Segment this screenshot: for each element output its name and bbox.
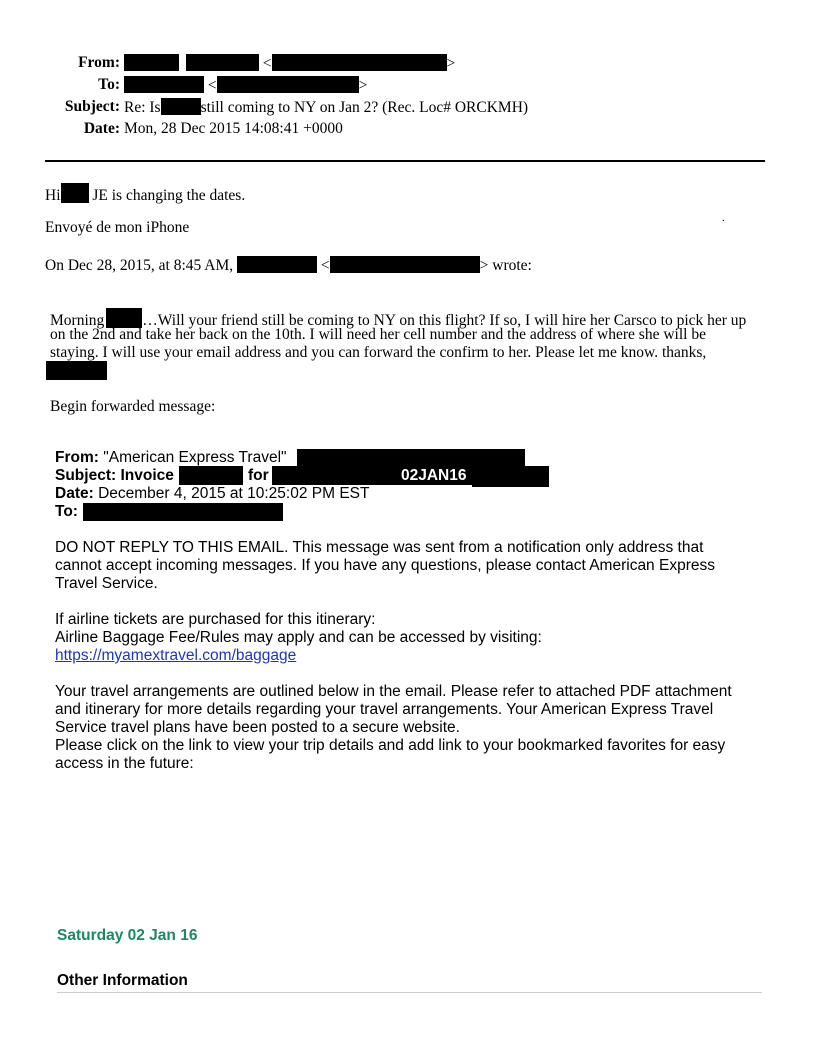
redaction — [330, 256, 480, 273]
to-value: < > — [124, 76, 367, 95]
redaction — [217, 76, 359, 93]
redaction — [61, 183, 89, 203]
redaction — [161, 98, 201, 115]
quoted-line-2: on the 2nd and take her back on the 10th. I will need her cell number and the address of where she will be — [50, 326, 706, 343]
para1-line1: DO NOT REPLY TO THIS EMAIL. This message was sent from a notification only address that — [55, 539, 704, 556]
para2-line1: If airline tickets are purchased for this itinerary: — [55, 611, 376, 628]
from-value: < > — [124, 54, 455, 73]
fwd-from: From: "American Express Travel" — [55, 449, 287, 466]
stray-dot: . — [722, 212, 725, 224]
fwd-subject: Subject: Invoice — [55, 467, 174, 484]
redaction — [46, 361, 107, 380]
redaction — [106, 308, 142, 328]
redaction — [272, 466, 398, 485]
quoted-line-1: Morning …Will your friend still be coming to NY on this flight? If so, I will hire her Carsco to pick her up — [50, 308, 746, 330]
other-information-heading: Other Information — [57, 972, 188, 989]
redaction — [186, 54, 259, 71]
redaction — [237, 256, 317, 273]
to-label: To: — [98, 76, 120, 93]
redaction — [83, 503, 283, 521]
fwd-subject-for: for — [248, 467, 269, 484]
fwd-to-label: To: — [55, 503, 78, 520]
redaction — [124, 76, 204, 93]
header-divider — [45, 160, 765, 162]
subject-value: Re: Is still coming to NY on Jan 2? (Rec. Loc# ORCKMH) — [124, 99, 529, 116]
from-label: From: — [78, 54, 120, 71]
subject-code-box — [397, 466, 473, 485]
section-divider — [57, 992, 762, 993]
itinerary-date-heading: Saturday 02 Jan 16 — [57, 927, 198, 944]
para1-line3: Travel Service. — [55, 575, 158, 592]
reply-greeting: Hi JE is changing the dates. — [45, 183, 245, 205]
redaction — [124, 54, 179, 71]
fwd-subject-code: 02JAN16 — [401, 467, 467, 484]
para3-line5: access in the future: — [55, 755, 194, 772]
redaction — [272, 54, 447, 71]
baggage-link[interactable]: https://myamextravel.com/baggage — [55, 647, 297, 664]
redaction — [472, 466, 549, 487]
para2-line2: Airline Baggage Fee/Rules may apply and can be accessed by visiting: — [55, 629, 542, 646]
quote-intro: On Dec 28, 2015, at 8:45 AM, < > wrote: — [45, 257, 532, 274]
subject-label: Subject: — [64, 98, 120, 115]
para3-line3: Service travel plans have been posted to a secure website. — [55, 719, 460, 736]
para3-line4: Please click on the link to view your trip details and add link to your bookmarked favorites for easy — [55, 737, 726, 754]
quoted-line-3: staying. I will use your email address and you can forward the confirm to her. Please let me know. thanks, — [50, 344, 707, 361]
fwd-date: Date: December 4, 2015 at 10:25:02 PM EST — [55, 485, 370, 502]
para3-line1: Your travel arrangements are outlined below in the email. Please refer to attached PDF attachment — [55, 683, 732, 700]
date-value: Mon, 28 Dec 2015 14:08:41 +0000 — [124, 120, 343, 137]
redaction — [179, 466, 243, 485]
begin-forwarded: Begin forwarded message: — [50, 398, 216, 415]
baggage-link-wrap — [55, 647, 296, 665]
signature: Envoyé de mon iPhone — [45, 219, 190, 236]
para1-line2: cannot accept incoming messages. If you have any questions, please contact American Express — [55, 557, 715, 574]
date-label: Date: — [83, 120, 120, 137]
para3-line2: and itinerary for more details regarding your travel arrangements. Your American Express Travel — [55, 701, 714, 718]
